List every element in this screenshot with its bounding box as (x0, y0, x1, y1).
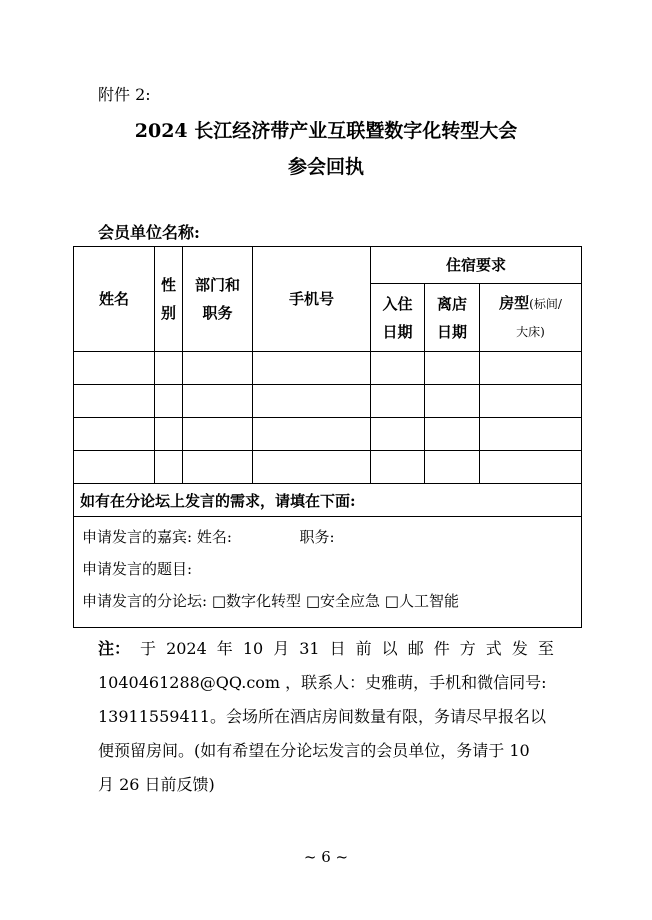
header-department: 部门和 职务 (183, 247, 253, 352)
topic-label: 申请发言的题目: (82, 560, 193, 578)
note-line-4: 便预留房间。(如有希望在分论坛发言的会员单位，务请于 10 (98, 741, 530, 760)
table-cell[interactable] (155, 451, 183, 484)
note-line-2: 1040461288@QQ.com ，联系人：史雅萌，手机和微信同号: (98, 673, 547, 692)
table-cell[interactable] (253, 352, 371, 385)
note-word: 至 (537, 639, 554, 658)
header-gender: 性 别 (155, 247, 183, 352)
table-cell[interactable] (253, 418, 371, 451)
table-cell[interactable] (253, 385, 371, 418)
table-row (74, 352, 582, 385)
table-cell[interactable] (371, 385, 425, 418)
forum-option-digital[interactable]: □数字化转型 (211, 592, 302, 610)
table-cell[interactable] (183, 385, 253, 418)
table-cell[interactable] (74, 418, 155, 451)
note-word: 31 (299, 639, 320, 658)
note-word: 2024 (166, 639, 207, 658)
table-cell[interactable] (183, 451, 253, 484)
note-line-1 (98, 632, 554, 666)
note-word: 邮 (407, 639, 424, 658)
document-title: 2024 长江经济带产业互联暨数字化转型大会 (134, 120, 518, 142)
table-cell[interactable] (183, 352, 253, 385)
table-cell[interactable] (155, 418, 183, 451)
note-word: 日 (329, 639, 346, 658)
note-word: 前 (355, 639, 372, 658)
table-cell[interactable] (480, 418, 582, 451)
forum-option-safety[interactable]: □安全应急 (305, 592, 380, 610)
table-cell[interactable] (253, 451, 371, 484)
note-paragraph (98, 632, 554, 802)
table-cell[interactable] (371, 352, 425, 385)
registration-table (73, 246, 582, 628)
guest-line (82, 523, 581, 555)
table-cell[interactable] (480, 352, 582, 385)
table-cell[interactable] (425, 385, 480, 418)
table-row (74, 418, 582, 451)
note-word: 式 (485, 639, 502, 658)
document-subtitle: 参会回执 (287, 156, 364, 178)
header-checkout: 离店 日期 (425, 284, 480, 352)
header-name: 姓名 (74, 247, 155, 352)
table-cell[interactable] (74, 451, 155, 484)
speech-request-header: 如有在分论坛上发言的需求，请填在下面: (74, 484, 582, 517)
table-cell[interactable] (425, 418, 480, 451)
header-checkin: 入住 日期 (371, 284, 425, 352)
note-line-3: 13911559411。会场所在酒店房间数量有限，务请尽早报名以 (98, 707, 546, 726)
header-phone: 手机号 (253, 247, 371, 352)
header-lodging: 住宿要求 (371, 247, 582, 284)
note-line-5: 月 26 日前反馈) (98, 775, 215, 794)
table-cell[interactable] (155, 352, 183, 385)
position-label: 职务: (299, 528, 335, 546)
note-word: 以 (381, 639, 398, 658)
note-word: 件 (433, 639, 450, 658)
note-word: 于 (140, 639, 157, 658)
forum-option-ai[interactable]: □人工智能 (384, 592, 459, 610)
table-cell[interactable] (480, 451, 582, 484)
guest-label: 申请发言的嘉宾: 姓名: (82, 528, 232, 546)
attachment-label: 附件 2: (98, 85, 151, 104)
forum-label: 申请发言的分论坛: (82, 592, 208, 610)
table-cell[interactable] (183, 418, 253, 451)
table-cell[interactable] (371, 451, 425, 484)
note-word: 发 (511, 639, 528, 658)
table-cell[interactable] (74, 385, 155, 418)
speech-request-section (74, 517, 582, 628)
note-word: 年 (216, 639, 233, 658)
header-room-type: 房型(标间/ 大床) (480, 284, 582, 352)
note-word: 方 (459, 639, 476, 658)
table-cell[interactable] (155, 385, 183, 418)
table-row (74, 451, 582, 484)
note-word: 10 (242, 639, 264, 658)
note-word: 月 (273, 639, 290, 658)
table-cell[interactable] (371, 418, 425, 451)
member-unit-label: 会员单位名称: (98, 223, 200, 242)
note-lead: 注： (98, 639, 131, 658)
table-row (74, 385, 582, 418)
page-number: ~ 6 ~ (303, 848, 349, 866)
table-cell[interactable] (74, 352, 155, 385)
table-cell[interactable] (425, 352, 480, 385)
table-cell[interactable] (425, 451, 480, 484)
forum-line (82, 587, 581, 619)
table-cell[interactable] (480, 385, 582, 418)
